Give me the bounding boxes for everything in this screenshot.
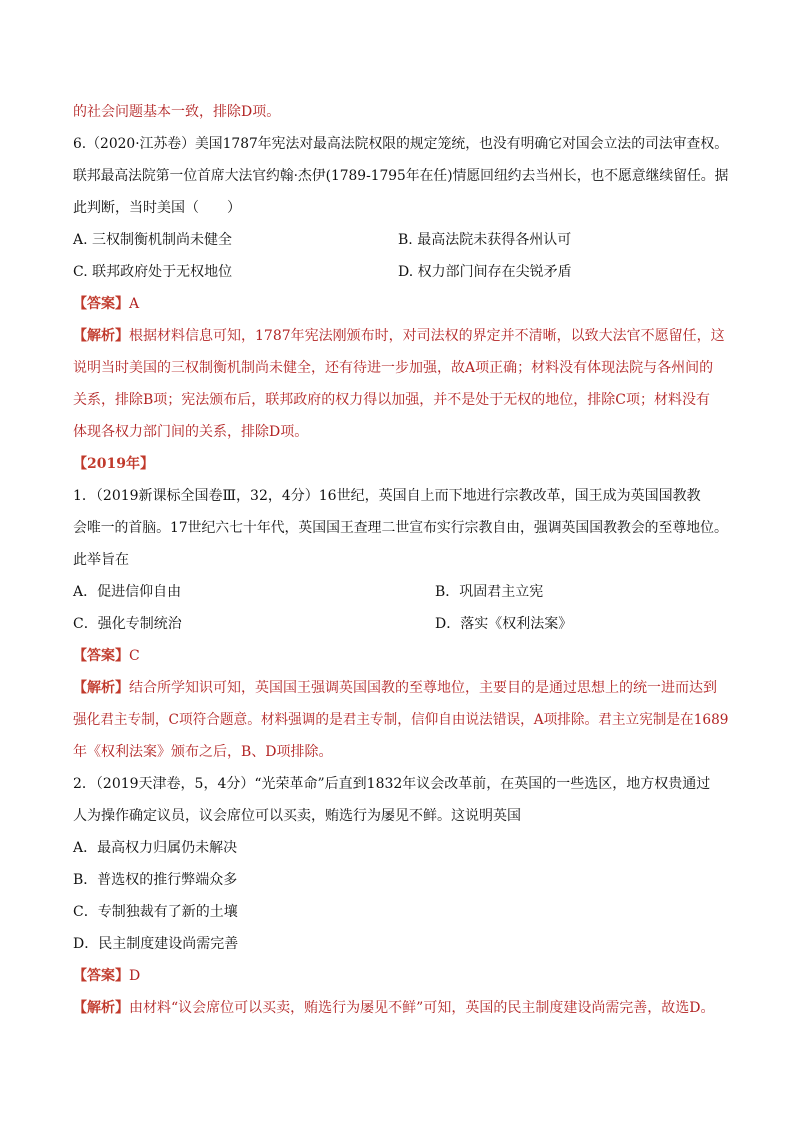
answer-value: D: [129, 968, 141, 984]
q1-option-a: A．促进信仰自由: [73, 584, 182, 600]
q1-option-d: D．落实《权利法案》: [435, 616, 573, 632]
answer-value: A: [129, 296, 140, 312]
q2-stem-line1: 2．（2019天津卷，5，4分）“光荣革命”后直到1832年议会改革前，在英国的一些选区，地方权贵通过: [73, 776, 711, 792]
q2-answer: [73, 966, 140, 986]
q6-option-d: D. 权力部门间存在尖锐矛盾: [398, 264, 572, 280]
q6-analysis-line1: [73, 326, 725, 346]
section-heading-2019: 【2019年】: [73, 456, 154, 472]
answer-value: C: [129, 648, 140, 664]
q1-analysis-line1: [73, 678, 717, 698]
analysis-tag: 【解析】: [73, 680, 129, 696]
analysis-text: 由材料“议会席位可以买卖，贿选行为屡见不鲜”可知，英国的民主制度建设尚需完善，故选D。: [129, 1000, 715, 1016]
q1-stem-line2: 会唯一的首脑。17世纪六七十年代，英国国王查理二世宣布实行宗教自由，强调英国国教教会的至尊地位。: [73, 520, 728, 536]
q1-option-c: C．强化专制统治: [73, 616, 182, 632]
analysis-text: 结合所学知识可知，英国国王强调英国国教的至尊地位，主要目的是通过思想上的统一进而达到: [129, 680, 717, 696]
q2-option-b: B．普选权的推行弊端众多: [73, 872, 238, 888]
q6-analysis-line4: 体现各权力部门间的关系，排除D项。: [73, 424, 309, 440]
answer-tag: 【答案】: [73, 968, 129, 984]
q1-analysis-line3: 年《权利法案》颁布之后，B、D项排除。: [73, 744, 333, 760]
answer-tag: 【答案】: [73, 648, 129, 664]
q1-answer: [73, 646, 140, 666]
q6-stem-line3: 此判断，当时美国（ ）: [73, 200, 241, 216]
q2-stem-line2: 人为操作确定议员，议会席位可以买卖，贿选行为屡见不鲜。这说明英国: [73, 808, 521, 824]
q6-option-b: B. 最高法院未获得各州认可: [398, 232, 572, 248]
analysis-tag: 【解析】: [73, 1000, 129, 1016]
q2-analysis-line1: [73, 998, 715, 1018]
q6-analysis-line3: 关系，排除B项；宪法颁布后，联邦政府的权力得以加强，并不是处于无权的地位，排除C项；材料没有: [73, 392, 710, 408]
answer-tag: 【答案】: [73, 296, 129, 312]
q6-answer: [73, 294, 139, 314]
q2-option-a: A．最高权力归属仍未解决: [73, 840, 238, 856]
q6-stem-line1: 6.（2020·江苏卷）美国1787年宪法对最高法院权限的规定笼统，也没有明确它对国会立法的司法审查权。: [73, 136, 729, 152]
q1-option-b: B．巩固君主立宪: [435, 584, 544, 600]
q1-analysis-line2: 强化君主专制，C项符合题意。材料强调的是君主专制，信仰自由说法错误，A项排除。君主立宪制是在1689: [73, 712, 729, 728]
q1-stem-line1: 1．（2019新课标全国卷Ⅲ，32，4分）16世纪，英国自上而下地进行宗教改革，国王成为英国国教教: [73, 488, 701, 504]
previous-analysis-tail: 的社会问题基本一致，排除D项。: [73, 104, 281, 120]
q1-stem-line3: 此举旨在: [73, 552, 129, 568]
analysis-tag: 【解析】: [73, 328, 129, 344]
q2-option-c: C．专制独裁有了新的土壤: [73, 904, 238, 920]
q6-option-a: A. 三权制衡机制尚未健全: [73, 232, 233, 248]
q6-option-c: C. 联邦政府处于无权地位: [73, 264, 233, 280]
q6-stem-line2: 联邦最高法院第一位首席大法官约翰·杰伊(1789-1795年在任)情愿回纽约去当州长，也不愿意继续留任。据: [73, 168, 729, 184]
analysis-text: 根据材料信息可知，1787年宪法刚颁布时，对司法权的界定并不清晰，以致大法官不愿留任，这: [129, 328, 725, 344]
q6-analysis-line2: 说明当时美国的三权制衡机制尚未健全，还有待进一步加强，故A项正确；材料没有体现法院与各州间的: [73, 360, 714, 376]
q2-option-d: D．民主制度建设尚需完善: [73, 936, 239, 952]
